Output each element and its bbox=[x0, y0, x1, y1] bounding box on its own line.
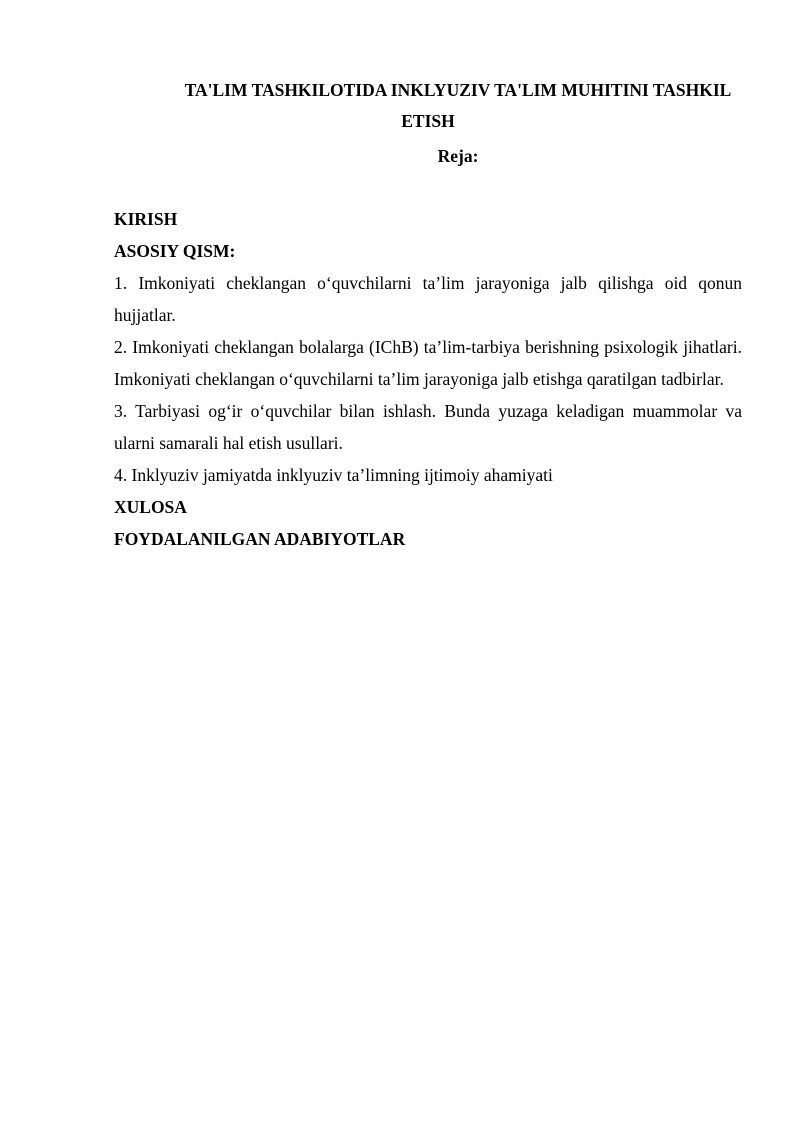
plan-heading: Reja: bbox=[437, 146, 479, 166]
plan-item-4: 4. Inklyuziv jamiyatda inklyuziv ta’limning ijtimoiy ahamiyati bbox=[114, 465, 553, 485]
references-heading: FOYDALANILGAN ADABIYOTLAR bbox=[114, 529, 406, 549]
plan-item-2: 2. Imkoniyati cheklangan bolalarga (IChB) ta’lim-tarbiya berishning psixologik jihatlari. Imkoniyati cheklangan o‘quvchilarni ta’lim jarayoniga jalb etishga qaratilgan tadbirlar. bbox=[114, 337, 742, 389]
document-title: TA'LIM TASHKILOTIDA INKLYUZIV TA'LIM MUHITINI TASHKIL ETISH bbox=[184, 80, 732, 131]
plan-item-1: 1. Imkoniyati cheklangan o‘quvchilarni ta’lim jarayoniga jalb qilishga oid qonun hujjatlar. bbox=[114, 273, 742, 325]
plan-item-3: 3. Tarbiyasi og‘ir o‘quvchilar bilan ishlash. Bunda yuzaga keladigan muammolar va ularni samarali hal etish usullari. bbox=[114, 401, 742, 453]
conclusion-heading: XULOSA bbox=[114, 497, 187, 517]
main-part-heading: ASOSIY QISM: bbox=[114, 241, 236, 261]
plan-content bbox=[114, 203, 742, 555]
intro-heading: KIRISH bbox=[114, 209, 178, 229]
